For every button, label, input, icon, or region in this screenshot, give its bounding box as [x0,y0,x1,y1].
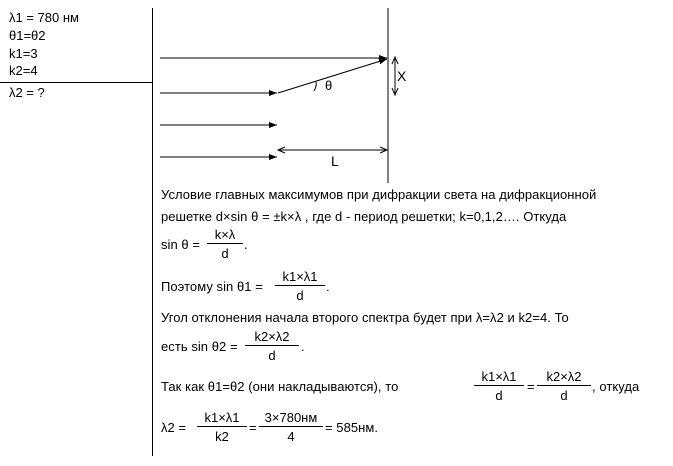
formula-5a-denominator: k2 [215,429,229,444]
x-label: X [397,68,407,84]
formula-4a-denominator: d [495,388,503,403]
formula-5-result: = 585нм. [325,420,379,435]
given-lambda1: λ1 = 780 нм [9,10,79,25]
formula-2-tail: . [326,279,330,294]
l-label: L [331,153,339,169]
formula-5a-numerator: k1×λ1 [197,410,247,427]
formula-5a-fraction [197,410,247,444]
formula-5b-numerator: 3×780нм [259,410,323,427]
formula-3-fraction [245,329,299,363]
solution-line-5: Угол отклонения начала второго спектра будет при λ=λ2 и k2=4. То [161,310,569,325]
formula-4b-numerator: k2×λ2 [537,369,591,386]
given-k2: k2=4 [9,63,38,78]
formula-2-fraction [275,269,325,303]
formula-2-denominator: d [296,288,304,303]
solution-line-7-left: Так как θ1=θ2 (они накладываются), то [161,379,399,394]
formula-3-denominator: d [268,348,276,363]
formula-1-numerator: k×λ [207,227,243,244]
solution-line-7-tail: , откуда [592,379,640,394]
formula-3-left: есть sin θ2 = [161,339,238,354]
formula-1-denominator: d [221,246,229,261]
formula-4b-fraction [537,369,591,403]
given-find: λ2 = ? [9,85,45,100]
formula-1-fraction [207,227,243,261]
formula-4a-fraction [474,369,524,403]
formula-5b-denominator: 4 [287,429,295,444]
given-k1: k1=3 [9,46,38,61]
formula-3-tail: . [301,339,305,354]
formula-2-numerator: k1×λ1 [275,269,325,286]
given-theta: θ1=θ2 [9,28,46,43]
formula-1-left: sin θ = [161,237,201,252]
formula-5b-fraction [259,410,323,444]
formula-5-left: λ2 = [161,420,187,435]
formula-1-tail: . [244,237,248,252]
diffracted-ray [278,59,387,93]
formula-2-left: Поэтому sin θ1 = [161,279,263,294]
formula-5-equals: = [249,420,257,435]
formula-4a-numerator: k1×λ1 [474,369,524,386]
theta-arc [314,82,316,91]
formula-4-equals: = [527,379,535,394]
formula-4b-denominator: d [560,388,568,403]
solution-line-1: Условие главных максимумов при дифракции света на дифракционной [161,187,597,202]
theta-label: θ [325,78,333,93]
formula-3-numerator: k2×λ2 [245,329,299,346]
solution-line-2: решетке d×sin θ = ±k×λ , где d - период решетки; k=0,1,2…. Откуда [161,209,567,224]
